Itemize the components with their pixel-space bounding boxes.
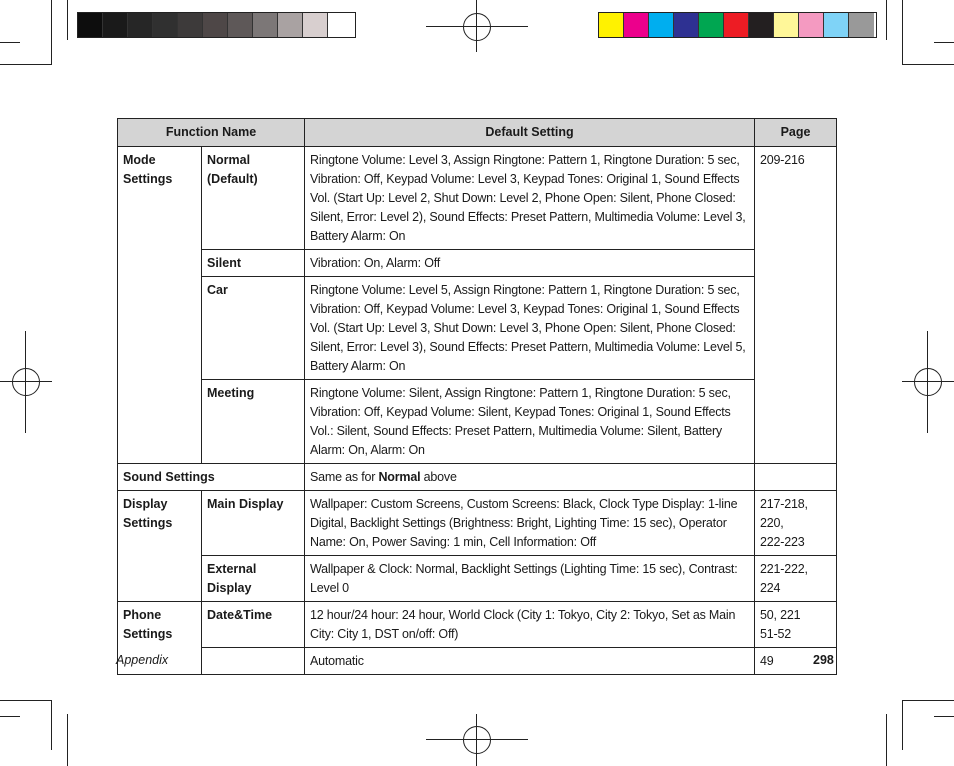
page-ref: 221-222, [760, 562, 808, 576]
normal-mode-setting: Ringtone Volume: Level 3, Assign Ringtone: Pattern 1, Ringtone Duration: 5 sec, Vibration: Off, Keypad Volume: Level 3, Keypad Tones: Original 1, Sound Effects Vol. (Start Up: Level 2, Shut Down: Level 2, Phone Open: Silent, Phone Closed: Silent, Error: Level 2), Sound Effects: Preset Pattern, Multimedia Volume: Level 3, Battery Alarm: On [305, 147, 755, 250]
registration-mark-left [25, 331, 26, 433]
color-swatch [774, 13, 799, 37]
sound-settings-bold: Normal [378, 470, 421, 484]
automatic-name [202, 648, 305, 675]
header-page: Page [755, 119, 837, 147]
color-swatch [799, 13, 824, 37]
registration-mark-top [463, 13, 491, 41]
crop-mark [934, 42, 954, 43]
registration-mark-bottom [463, 726, 491, 754]
mode-settings-label: Mode Settings [118, 147, 202, 464]
car-mode-setting: Ringtone Volume: Level 5, Assign Ringtone: Pattern 1, Ringtone Duration: 5 sec, Vibration: Off, Keypad Volume: Level 3, Keypad Tones: Original 1, Sound Effects Vol. (Start Up: Level 3, Shut Down: Level 3, Phone Open: Silent, Phone Closed: Silent, Error: Level 3), Sound Effects: Preset Pattern, Multimedia Volume: Level 5, Battery Alarm: On [305, 277, 755, 380]
table-row [118, 277, 837, 380]
table-row [118, 602, 837, 648]
color-swatch [278, 13, 303, 37]
page-ref: 224 [760, 581, 781, 595]
registration-mark-bottom [476, 714, 477, 766]
registration-mark-right [914, 368, 942, 396]
crop-mark [902, 64, 954, 65]
color-swatch [749, 13, 774, 37]
registration-mark-left [12, 368, 40, 396]
crop-mark [0, 700, 52, 701]
crop-mark [902, 700, 903, 750]
color-swatch [203, 13, 228, 37]
color-swatch [674, 13, 699, 37]
sound-settings-setting [305, 464, 755, 491]
main-display-setting: Wallpaper: Custom Screens, Custom Screens: Black, Clock Type Display: 1-line Digital, Backlight Settings (Brightness: Bright, Lighting Time: 15 sec), Operator Name: On, Power Saving: 1 min, Cell Information: Off [305, 491, 755, 556]
datetime-name: Date&Time [202, 602, 305, 648]
display-settings-label: Display Settings [118, 491, 202, 602]
crop-mark [886, 714, 887, 766]
crop-mark [51, 700, 52, 750]
table-row [118, 147, 837, 250]
color-swatch [253, 13, 278, 37]
color-swatch [303, 13, 328, 37]
color-swatch [128, 13, 153, 37]
crop-mark [0, 64, 52, 65]
external-display-page [755, 556, 837, 602]
external-display-setting: Wallpaper & Clock: Normal, Backlight Settings (Lighting Time: 15 sec), Contrast: Level 0 [305, 556, 755, 602]
meeting-mode-name: Meeting [202, 380, 305, 464]
color-swatch [153, 13, 178, 37]
grayscale-color-bar [77, 12, 356, 38]
table-row [118, 648, 837, 675]
registration-mark-top [476, 0, 477, 52]
page-ref: 222-223 [760, 535, 805, 549]
header-function-name: Function Name [118, 119, 305, 147]
registration-mark-left [0, 381, 52, 382]
color-swatch [103, 13, 128, 37]
crop-mark [67, 714, 68, 766]
color-swatch [649, 13, 674, 37]
sound-settings-page [755, 464, 837, 491]
external-display-name: External Display [202, 556, 305, 602]
registration-mark-top [426, 26, 528, 27]
color-swatch [824, 13, 849, 37]
table-row [118, 464, 837, 491]
color-swatch [624, 13, 649, 37]
crop-mark [934, 716, 954, 717]
color-swatch [78, 13, 103, 37]
sound-settings-prefix: Same as for [310, 470, 379, 484]
datetime-setting: 12 hour/24 hour: 24 hour, World Clock (City 1: Tokyo, City 2: Tokyo, Set as Main City: City 1, DST on/off: Off) [305, 602, 755, 648]
registration-mark-right [927, 331, 928, 433]
main-display-page [755, 491, 837, 556]
main-display-name: Main Display [202, 491, 305, 556]
car-mode-name: Car [202, 277, 305, 380]
crop-mark [886, 0, 887, 40]
page-ref: 217-218, [760, 497, 808, 511]
color-swatch [599, 13, 624, 37]
table-row [118, 556, 837, 602]
sound-settings-suffix: above [420, 470, 457, 484]
datetime-page [755, 602, 837, 648]
page-ref: 51-52 [760, 627, 791, 641]
crop-mark [902, 700, 954, 701]
color-swatch [849, 13, 874, 37]
table-row [118, 380, 837, 464]
color-swatch [699, 13, 724, 37]
color-swatch [178, 13, 203, 37]
mode-settings-page: 209-216 [755, 147, 837, 464]
crop-mark [902, 0, 903, 65]
table-row [118, 250, 837, 277]
registration-mark-bottom [426, 739, 528, 740]
silent-mode-setting: Vibration: On, Alarm: Off [305, 250, 755, 277]
color-swatch [328, 13, 353, 37]
sound-settings-label: Sound Settings [118, 464, 305, 491]
registration-mark-right [902, 381, 954, 382]
default-settings-table [117, 118, 837, 675]
phone-settings-label: Phone Settings [118, 602, 202, 675]
color-swatch [724, 13, 749, 37]
crop-mark [0, 716, 20, 717]
automatic-page: 49 [755, 648, 837, 675]
process-color-bar [598, 12, 877, 38]
crop-mark [51, 0, 52, 65]
page-ref: 220, [760, 516, 784, 530]
crop-mark [67, 0, 68, 40]
footer-page-number: 298 [813, 653, 834, 667]
color-swatch [228, 13, 253, 37]
meeting-mode-setting: Ringtone Volume: Silent, Assign Ringtone: Pattern 1, Ringtone Duration: 5 sec, Vibration: Off, Keypad Volume: Silent, Keypad Tones: Original 1, Sound Effects Vol.: Silent, Sound Effects: Preset Pattern, Multimedia Volume: Silent, Battery Alarm: On, Alarm: On [305, 380, 755, 464]
header-default-setting: Default Setting [305, 119, 755, 147]
crop-mark [0, 42, 20, 43]
silent-mode-name: Silent [202, 250, 305, 277]
table-row [118, 491, 837, 556]
page-ref: 50, 221 [760, 608, 801, 622]
normal-mode-name: Normal (Default) [202, 147, 305, 250]
table-header-row [118, 119, 837, 147]
footer-section-name: Appendix [116, 653, 169, 667]
automatic-setting: Automatic [305, 648, 755, 675]
